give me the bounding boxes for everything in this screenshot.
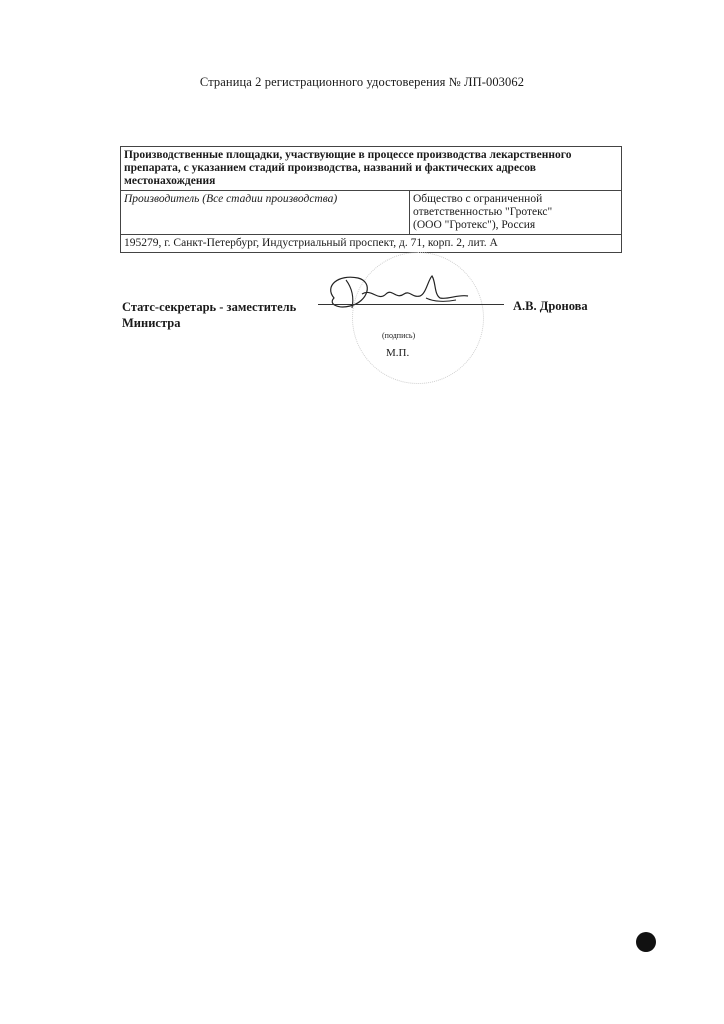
corner-dot (636, 932, 656, 952)
seal-label: М.П. (386, 347, 410, 359)
manufacturer-role: Производитель (Все стадии производства) (121, 191, 410, 235)
organization-line: (ООО "Гротекс"), Россия (413, 219, 536, 231)
signature-hint: (подпись) (382, 331, 416, 340)
signature-line (318, 304, 504, 305)
handwritten-signature (316, 268, 506, 316)
table-heading: Производственные площадки, участвующие в процессе производства лекарственного препарата, с указанием стадий производства, названий и фактических адресов местонахождения (121, 147, 622, 191)
manufacturer-address: 195279, г. Санкт-Петербург, Индустриальный проспект, д. 71, корп. 2, лит. А (121, 235, 622, 253)
organization-line: ответственностью "Гротекс" (413, 206, 553, 218)
organization-line: Общество с ограниченной (413, 193, 543, 205)
signer-title (122, 299, 296, 331)
signer-title-line: Статс-секретарь - заместитель (122, 300, 297, 314)
signer-title-line: Министра (122, 316, 181, 330)
page-header: Страница 2 регистрационного удостоверения № ЛП-003062 (199, 75, 525, 89)
signer-name: А.В. Дронова (513, 299, 588, 313)
signature-block (0, 0, 724, 400)
